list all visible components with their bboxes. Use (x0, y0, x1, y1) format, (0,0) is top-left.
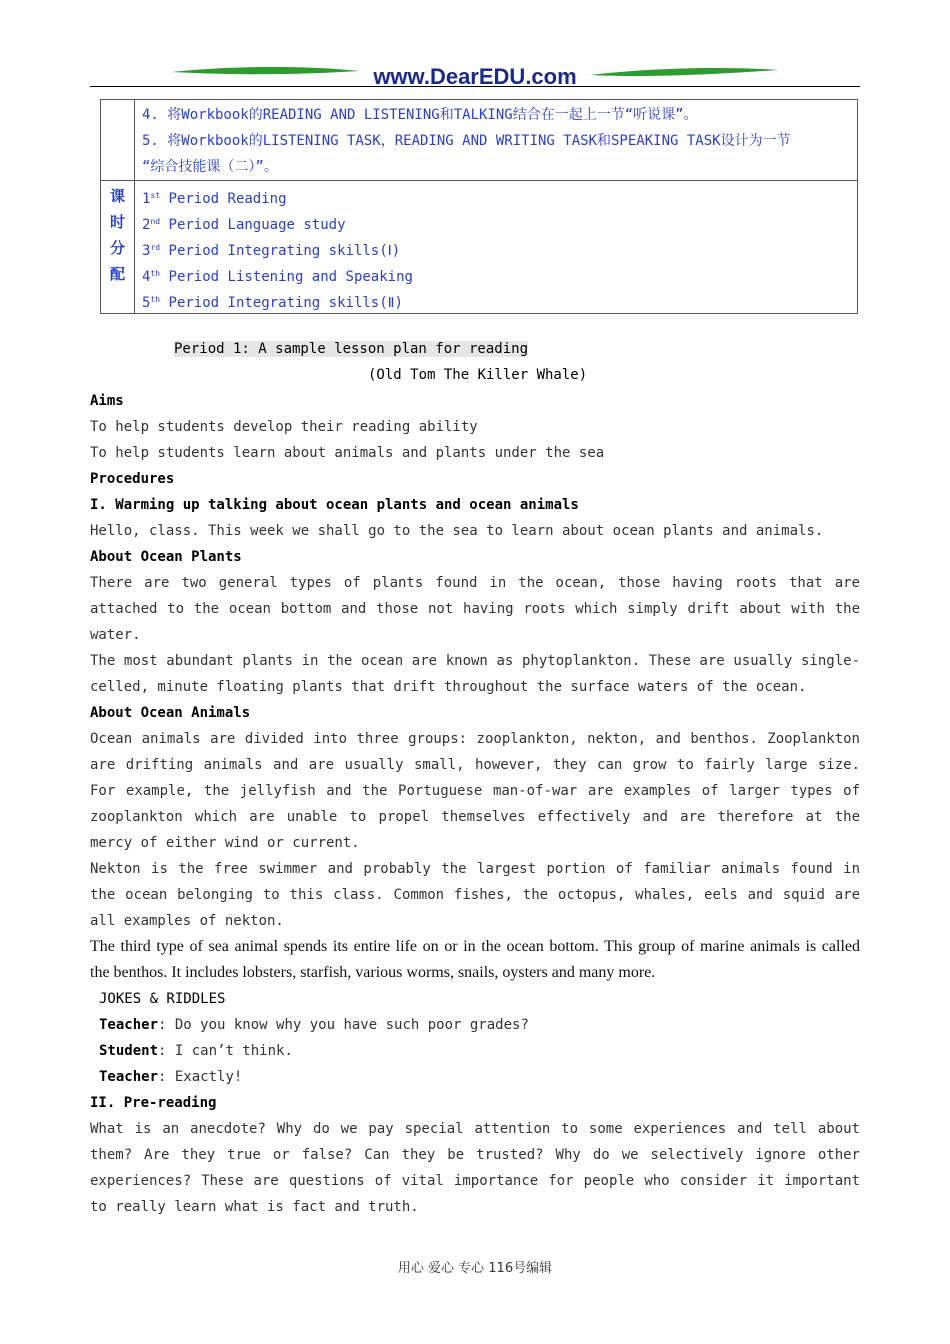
period-list-cell (135, 181, 858, 314)
step2-heading: II. Pre-reading (90, 1095, 217, 1111)
plan-line: 5. 将Workbook的LISTENING TASK，READING AND WRITING TASK和SPEAKING TASK设计为一节 (142, 133, 791, 149)
plan-line: 4. 将Workbook的READING AND LISTENING和TALKING结合在一起上一节“听说课”。 (142, 107, 698, 123)
page-subtitle: (Old Tom The Killer Whale) (368, 367, 588, 383)
dialogue-text: : Exactly! (158, 1069, 243, 1085)
aim-item: To help students develop their reading ability (90, 419, 478, 435)
label-char: 分 (109, 239, 125, 257)
paragraph-line: mercy of either wind or current. (90, 835, 360, 851)
banner-left-swoosh (172, 67, 360, 74)
period-allocation-label (101, 181, 135, 314)
paragraph-line: The most abundant plants in the ocean are known as phytoplankton. These are usually single- (90, 653, 860, 669)
aim-item: To help students learn about animals and plants under the sea (90, 445, 605, 461)
table-row (101, 181, 858, 314)
animals-heading: About Ocean Animals (90, 705, 251, 721)
period-item: 3rd Period Integrating skills(Ⅰ) (142, 243, 401, 259)
procedures-heading: Procedures (90, 471, 175, 487)
lesson-plan-body (90, 336, 860, 1220)
empty-label-cell (101, 100, 135, 181)
paragraph-line: The third type of sea animal spends its entire life on or in the ocean bottom. This group of marine animals is called (90, 938, 860, 955)
speaker-name: Teacher (99, 1017, 159, 1033)
dialogue-line (90, 1064, 860, 1090)
paragraph-line: are drifting animals and are usually small, however, they can grow to fairly large size. (90, 757, 860, 773)
label-char: 时 (109, 213, 125, 231)
paragraph-line: water. (90, 627, 141, 643)
paragraph-line: zooplankton which are unable to propel themselves effectively and are therefore at the (90, 809, 860, 825)
workbook-plan-cell (135, 100, 858, 181)
period-item: 4th Period Listening and Speaking (142, 269, 413, 285)
paragraph-line: There are two general types of plants found in the ocean, those having roots that are (90, 575, 860, 591)
paragraph-line: attached to the ocean bottom and those not having roots which simply drift about with the (90, 601, 860, 617)
paragraph-line: the ocean belonging to this class. Common fishes, the octopus, whales, eels and squid are (90, 887, 860, 903)
step1-intro: Hello, class. This week we shall go to the sea to learn about ocean plants and animals. (90, 523, 824, 539)
header-rule (90, 86, 860, 87)
dialogue-text: : Do you know why you have such poor grades? (158, 1017, 529, 1033)
speaker-name: Teacher (99, 1069, 159, 1085)
paragraph-line: to really learn what is fact and truth. (90, 1199, 419, 1215)
step1-heading: I. Warming up talking about ocean plants and ocean animals (90, 497, 579, 513)
paragraph-line: the benthos. It includes lobsters, starfish, various worms, snails, oysters and many more. (90, 964, 656, 981)
label-char: 课 (109, 187, 125, 205)
paragraph-line: Ocean animals are divided into three groups: zooplankton, nekton, and benthos. Zooplankton (90, 731, 860, 747)
label-char: 配 (109, 265, 125, 283)
dialogue-text: : I can’t think. (158, 1043, 293, 1059)
dialogue-line (90, 1038, 860, 1064)
period-plan-table (100, 99, 858, 314)
paragraph-line: Nekton is the free swimmer and probably the largest portion of familiar animals found in (90, 861, 860, 877)
site-logo: www.DearEDU.com (373, 64, 577, 89)
paragraph-line: What is an anecdote? Why do we pay special attention to some experiences and tell about (90, 1121, 860, 1137)
paragraph-line: all examples of nekton. (90, 913, 284, 929)
period-item: 1st Period Reading (142, 191, 287, 207)
speaker-name: Student (99, 1043, 159, 1059)
table-row (101, 100, 858, 181)
dialogue-line (90, 1012, 860, 1038)
page-footer: 用心 爱心 专心 116号编辑 (397, 1261, 553, 1276)
plants-heading: About Ocean Plants (90, 549, 242, 565)
page-title: Period 1: A sample lesson plan for reading (174, 341, 529, 357)
plan-line: “综合技能课（二）”。 (142, 159, 278, 175)
paragraph-line: them? Are they true or false? Can they be trusted? Why do we selectively ignore other (90, 1147, 860, 1163)
banner-right-swoosh (590, 68, 778, 76)
jokes-heading: JOKES & RIDDLES (99, 991, 226, 1007)
paragraph-line: experiences? These are questions of vital importance for people who consider it important (90, 1173, 860, 1189)
aims-heading: Aims (90, 393, 124, 409)
paragraph-line: For example, the jellyfish and the Portuguese man-of-war are examples of larger types of (90, 783, 860, 799)
period-item: 5th Period Integrating skills(Ⅱ) (142, 295, 403, 311)
period-item: 2nd Period Language study (142, 217, 346, 233)
paragraph-line: celled, minute floating plants that drift throughout the surface waters of the ocean. (90, 679, 807, 695)
